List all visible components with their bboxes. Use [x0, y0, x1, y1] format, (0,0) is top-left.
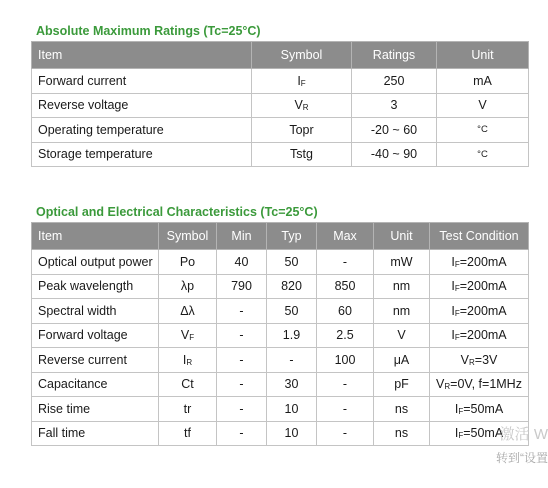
opt-min: - — [217, 372, 267, 397]
opt-typ: - — [267, 348, 317, 373]
opt-symbol — [159, 299, 217, 324]
opt-cond-sub: R — [444, 382, 451, 392]
opt-header-row — [32, 223, 529, 250]
abs-item: Operating temperature — [32, 118, 252, 143]
table-row — [32, 118, 529, 143]
opt-condition — [430, 299, 529, 324]
opt-max: 100 — [317, 348, 374, 373]
optical-title: Optical and Electrical Characteristics (Tc=25°C) — [36, 205, 318, 219]
opt-cond-rest: =200mA — [459, 328, 507, 343]
opt-symbol — [159, 397, 217, 422]
opt-cond-main: I — [451, 303, 455, 318]
abs-unit: mA — [437, 69, 529, 94]
opt-typ: 50 — [267, 250, 317, 275]
table-row — [32, 250, 529, 275]
opt-max: 60 — [317, 299, 374, 324]
opt-cond-sub: F — [454, 333, 460, 343]
opt-header-symbol: Symbol — [159, 223, 217, 250]
abs-item: Forward current — [32, 69, 252, 94]
abs-item: Storage temperature — [32, 142, 252, 167]
abs-symbol — [252, 69, 352, 94]
opt-item: Optical output power — [32, 250, 159, 275]
abs-unit: °C — [437, 118, 529, 143]
opt-min: - — [217, 348, 267, 373]
opt-item: Spectral width — [32, 299, 159, 324]
opt-cond-rest: =50mA — [463, 401, 504, 416]
opt-unit: V — [374, 323, 430, 348]
opt-symbol-main: V — [180, 328, 190, 343]
opt-cond-rest: =200mA — [459, 254, 507, 269]
opt-item: Forward voltage — [32, 323, 159, 348]
abs-symbol-sub: F — [300, 78, 306, 88]
opt-item: Reverse current — [32, 348, 159, 373]
opt-condition — [430, 397, 529, 422]
abs-rating: -40 ~ 90 — [352, 142, 437, 167]
opt-cond-rest: =200mA — [459, 279, 507, 294]
opt-cond-main: I — [451, 328, 455, 343]
opt-cond-rest: =50mA — [463, 426, 504, 441]
abs-symbol-main: Topr — [289, 122, 314, 137]
opt-cond-main: V — [460, 352, 469, 367]
opt-condition — [430, 250, 529, 275]
opt-min: - — [217, 299, 267, 324]
opt-item: Rise time — [32, 397, 159, 422]
opt-cond-main: I — [454, 401, 459, 416]
opt-symbol-main: tf — [184, 426, 191, 441]
opt-typ: 10 — [267, 397, 317, 422]
opt-unit: ns — [374, 421, 430, 446]
opt-typ: 10 — [267, 421, 317, 446]
opt-typ: 1.9 — [267, 323, 317, 348]
opt-symbol-sub: F — [189, 333, 195, 343]
abs-symbol-main: Tstg — [290, 147, 313, 162]
opt-symbol-sub: R — [186, 357, 193, 367]
abs-header-ratings: Ratings — [352, 42, 437, 69]
optical-table — [31, 222, 529, 446]
abs-symbol — [252, 142, 352, 167]
opt-unit: μA — [374, 348, 430, 373]
opt-symbol — [159, 274, 217, 299]
opt-typ: 820 — [267, 274, 317, 299]
opt-symbol-main: Po — [179, 254, 196, 269]
abs-header-row — [32, 42, 529, 69]
opt-header-condition: Test Condition — [430, 223, 529, 250]
abs-header-symbol: Symbol — [252, 42, 352, 69]
abs-rating: -20 ~ 60 — [352, 118, 437, 143]
opt-max: - — [317, 421, 374, 446]
abs-symbol-sub: R — [302, 103, 309, 113]
opt-cond-sub: R — [468, 357, 475, 367]
opt-min: 790 — [217, 274, 267, 299]
abs-unit: °C — [437, 142, 529, 167]
activation-watermark-hint: 转到“设置 — [496, 451, 548, 465]
activation-watermark: 激活 W — [499, 426, 548, 443]
opt-cond-rest: =0V, f=1MHz — [450, 377, 522, 392]
opt-item: Capacitance — [32, 372, 159, 397]
opt-cond-rest: =3V — [474, 352, 498, 367]
opt-min: - — [217, 323, 267, 348]
opt-cond-main: V — [436, 377, 445, 392]
opt-symbol — [159, 372, 217, 397]
opt-cond-rest: =200mA — [459, 303, 507, 318]
table-row — [32, 142, 529, 167]
opt-header-typ: Typ — [267, 223, 317, 250]
opt-unit: ns — [374, 397, 430, 422]
opt-max: - — [317, 372, 374, 397]
abs-header-unit: Unit — [437, 42, 529, 69]
opt-cond-main: I — [451, 279, 455, 294]
abs-max-table — [31, 41, 529, 167]
opt-header-max: Max — [317, 223, 374, 250]
opt-symbol — [159, 323, 217, 348]
opt-condition — [430, 348, 529, 373]
opt-unit: nm — [374, 299, 430, 324]
table-row — [32, 274, 529, 299]
abs-unit: V — [437, 93, 529, 118]
opt-symbol-main: λp — [180, 279, 195, 294]
opt-symbol — [159, 250, 217, 275]
table-row — [32, 372, 529, 397]
opt-symbol-main: Ct — [181, 377, 194, 392]
opt-symbol-main: tr — [183, 401, 192, 416]
opt-cond-main: I — [454, 426, 459, 441]
opt-typ: 50 — [267, 299, 317, 324]
opt-max: 2.5 — [317, 323, 374, 348]
table-row — [32, 397, 529, 422]
opt-condition — [430, 274, 529, 299]
opt-symbol — [159, 348, 217, 373]
opt-typ: 30 — [267, 372, 317, 397]
opt-symbol — [159, 421, 217, 446]
table-row — [32, 299, 529, 324]
opt-unit: nm — [374, 274, 430, 299]
opt-cond-sub: F — [458, 431, 464, 441]
abs-symbol-main: I — [297, 73, 301, 88]
abs-max-title: Absolute Maximum Ratings (Tc=25°C) — [36, 24, 261, 38]
opt-max: 850 — [317, 274, 374, 299]
opt-max: - — [317, 397, 374, 422]
opt-symbol-main: Δλ — [180, 303, 195, 318]
table-row — [32, 348, 529, 373]
opt-max: - — [317, 250, 374, 275]
opt-header-unit: Unit — [374, 223, 430, 250]
opt-unit: pF — [374, 372, 430, 397]
opt-condition — [430, 372, 529, 397]
abs-rating: 3 — [352, 93, 437, 118]
opt-min: - — [217, 421, 267, 446]
abs-item: Reverse voltage — [32, 93, 252, 118]
opt-header-item: Item — [32, 223, 159, 250]
opt-item: Fall time — [32, 421, 159, 446]
opt-min: - — [217, 397, 267, 422]
opt-cond-sub: F — [458, 406, 464, 416]
opt-unit: mW — [374, 250, 430, 275]
opt-cond-sub: F — [454, 308, 460, 318]
opt-min: 40 — [217, 250, 267, 275]
abs-header-item: Item — [32, 42, 252, 69]
abs-symbol-main: V — [294, 98, 303, 113]
table-row — [32, 323, 529, 348]
opt-cond-sub: F — [454, 259, 460, 269]
opt-item: Peak wavelength — [32, 274, 159, 299]
opt-symbol-main: I — [182, 352, 187, 367]
opt-cond-main: I — [451, 254, 455, 269]
table-row — [32, 93, 529, 118]
abs-symbol — [252, 118, 352, 143]
table-row — [32, 69, 529, 94]
abs-symbol — [252, 93, 352, 118]
abs-rating: 250 — [352, 69, 437, 94]
opt-condition — [430, 323, 529, 348]
opt-header-min: Min — [217, 223, 267, 250]
table-row — [32, 421, 529, 446]
opt-cond-sub: F — [454, 284, 460, 294]
